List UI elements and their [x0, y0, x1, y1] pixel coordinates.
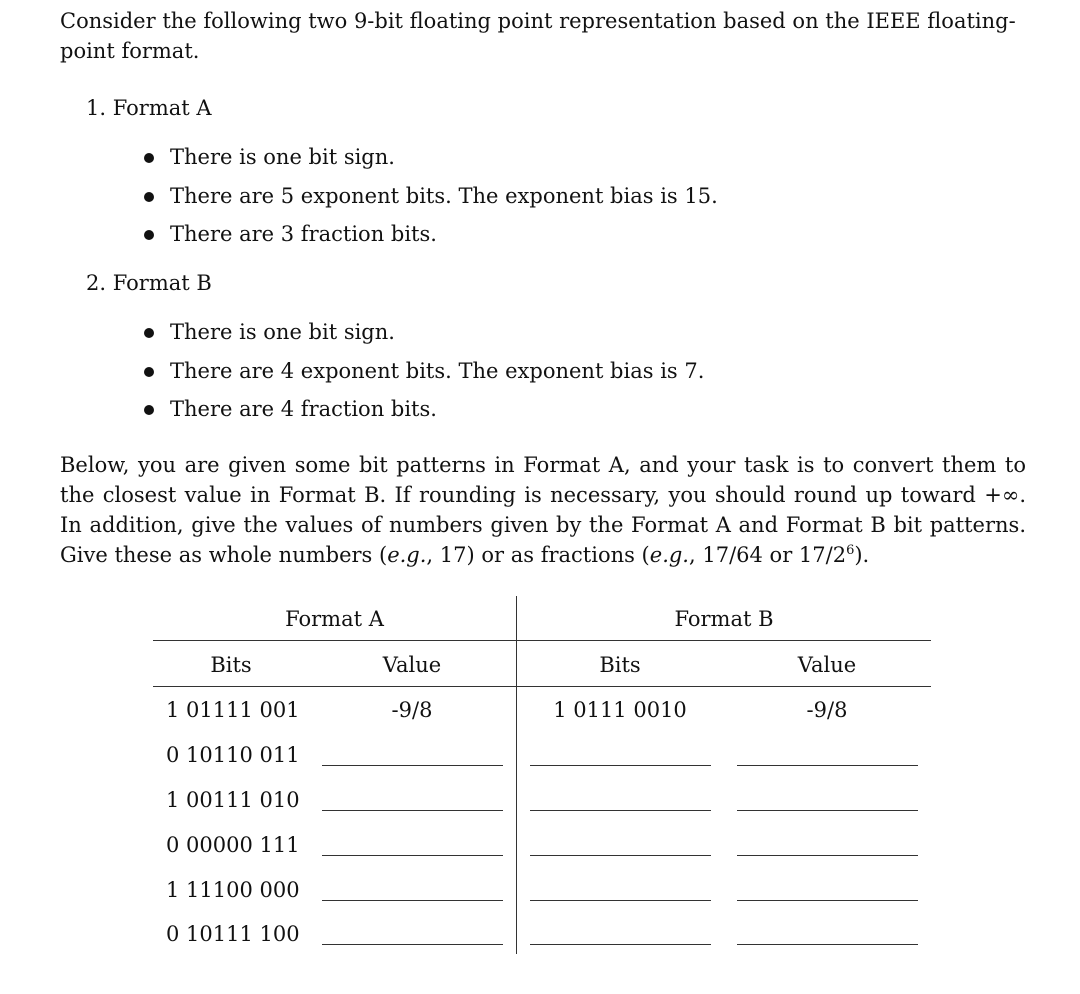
- table-header-rule: [153, 640, 931, 641]
- bullet-icon: [144, 153, 154, 163]
- row-4-b-bits-blank[interactable]: [530, 855, 711, 856]
- row-6-a-value-blank[interactable]: [322, 944, 503, 945]
- format-a-heading: 1. Format A: [86, 96, 212, 120]
- table-vertical-divider: [516, 596, 517, 954]
- row-6-a-bits: 0 10111 100: [166, 922, 300, 946]
- row-3-b-bits-blank[interactable]: [530, 810, 711, 811]
- row-1-b-bits: 1 0111 0010: [553, 698, 687, 722]
- row-3-a-value-blank[interactable]: [322, 810, 503, 811]
- row-1-b-value: -9/8: [806, 698, 848, 722]
- table-column-rule: [153, 686, 931, 687]
- row-6-b-value-blank[interactable]: [737, 944, 918, 945]
- list-item: There is one bit sign.: [142, 142, 718, 181]
- bullet-icon: [144, 367, 154, 377]
- row-1-a-value: -9/8: [391, 698, 433, 722]
- list-item: There are 4 exponent bits. The exponent bias is 7.: [142, 356, 704, 395]
- instructions-paragraph: Below, you are given some bit patterns in Format A, and your task is to convert them to the closest value in Format B. If rounding is necessary, you should round up toward +∞. In addition, give the values of numbers given by the Format A and Format B bit patterns. Give these as whole numbers (e.g., 17) or as fractions (e.g., 17/64 or $17/2^6$).: [60, 453, 1026, 567]
- row-5-b-bits-blank[interactable]: [530, 900, 711, 901]
- list-item: There are 4 fraction bits.: [142, 394, 704, 433]
- row-5-b-value-blank[interactable]: [737, 900, 918, 901]
- row-3-a-bits: 1 00111 010: [166, 788, 300, 812]
- format-b-bullets: [142, 317, 704, 433]
- row-5-a-bits: 1 11100 000: [166, 878, 300, 902]
- format-a-bullets: [142, 142, 718, 258]
- list-item: There is one bit sign.: [142, 317, 704, 356]
- bullet-icon: [144, 230, 154, 240]
- format-b-heading: 2. Format B: [86, 271, 212, 295]
- row-4-b-value-blank[interactable]: [737, 855, 918, 856]
- row-4-a-value-blank[interactable]: [322, 855, 503, 856]
- col-header-bits-a: Bits: [210, 653, 252, 677]
- row-3-b-value-blank[interactable]: [737, 810, 918, 811]
- row-2-b-bits-blank[interactable]: [530, 765, 711, 766]
- list-item: There are 5 exponent bits. The exponent bias is 15.: [142, 181, 718, 220]
- row-2-a-bits: 0 10110 011: [166, 743, 300, 767]
- intro-paragraph: Consider the following two 9-bit floating point representation based on the IEEE floating-point format.: [60, 9, 1016, 63]
- col-header-value-b: Value: [797, 653, 857, 677]
- bullet-icon: [144, 405, 154, 415]
- bullet-icon: [144, 328, 154, 338]
- row-1-a-bits: 1 01111 001: [166, 698, 300, 722]
- bullet-icon: [144, 192, 154, 202]
- row-6-b-bits-blank[interactable]: [530, 944, 711, 945]
- col-header-value-a: Value: [382, 653, 442, 677]
- row-4-a-bits: 0 00000 111: [166, 833, 300, 857]
- row-2-a-value-blank[interactable]: [322, 765, 503, 766]
- row-2-b-value-blank[interactable]: [737, 765, 918, 766]
- row-5-a-value-blank[interactable]: [322, 900, 503, 901]
- group-header-format-b: Format B: [674, 607, 774, 631]
- list-item: There are 3 fraction bits.: [142, 219, 718, 258]
- group-header-format-a: Format A: [285, 607, 384, 631]
- col-header-bits-b: Bits: [599, 653, 641, 677]
